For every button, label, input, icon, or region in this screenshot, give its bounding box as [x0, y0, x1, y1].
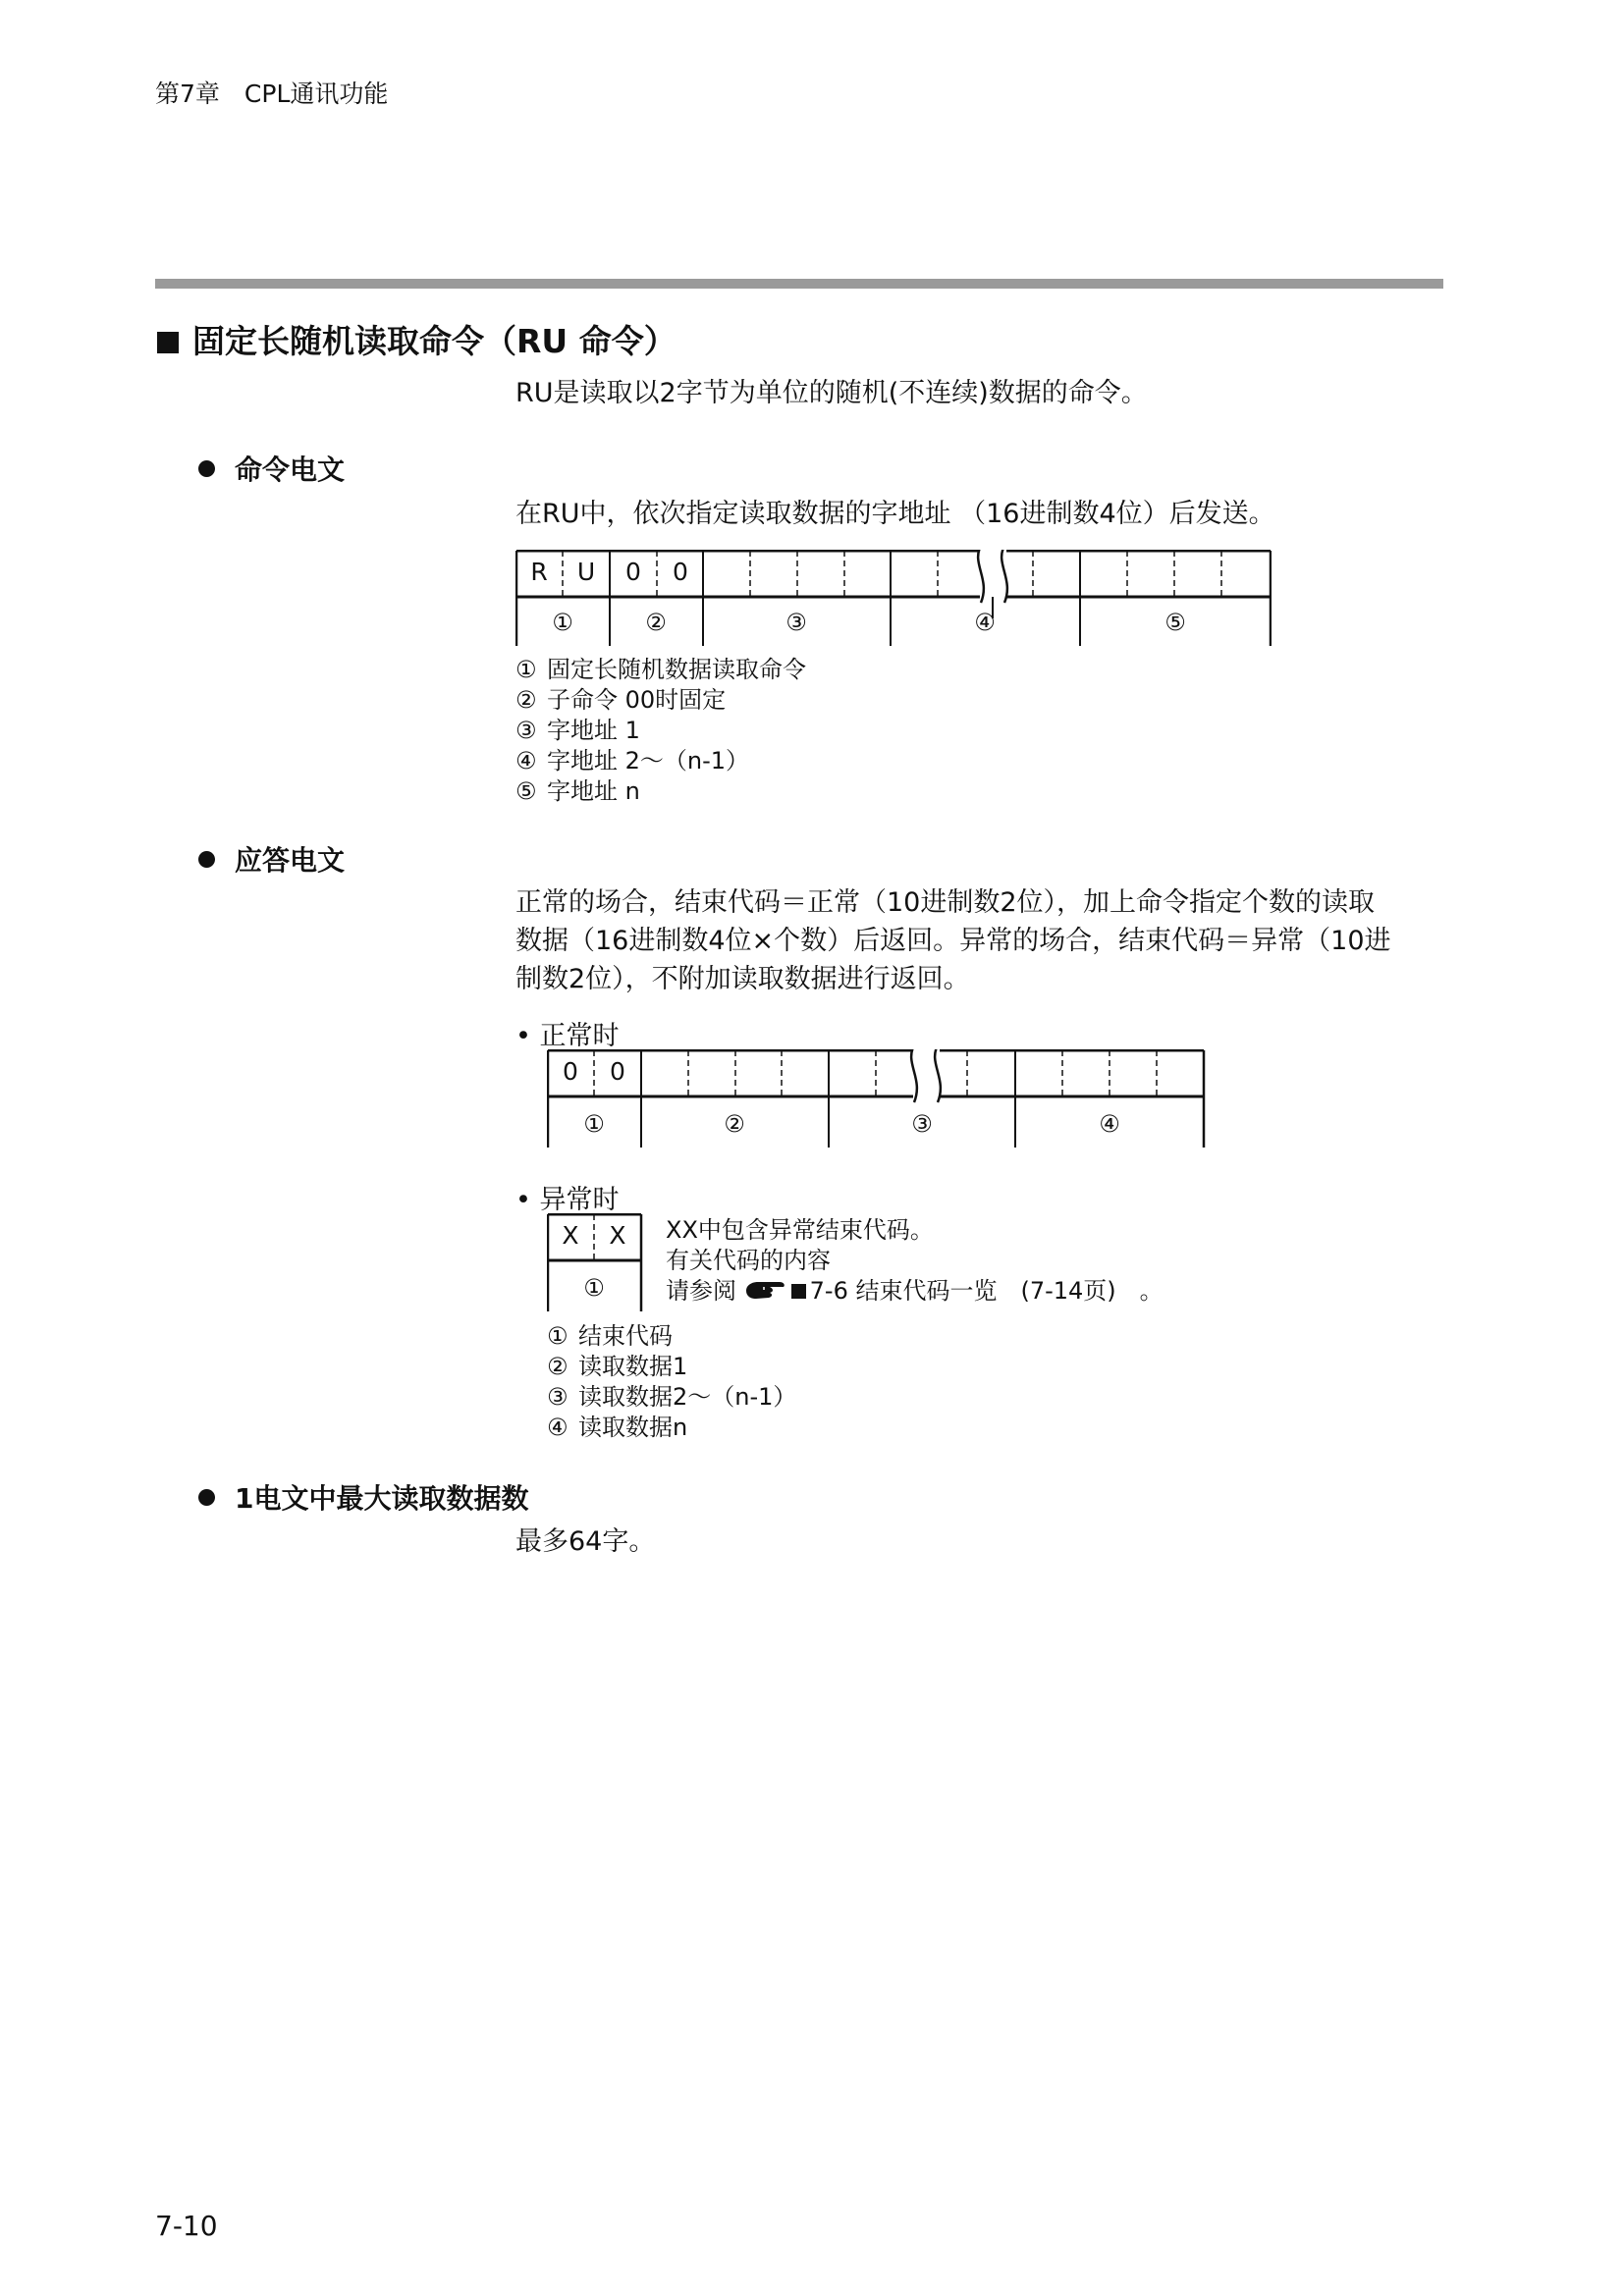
legend-text: 固定长随机数据读取命令 [547, 656, 806, 683]
abnormal-note [666, 1215, 1164, 1307]
legend-num: ② [515, 686, 537, 714]
response-legend-item [547, 1352, 796, 1382]
section-title [157, 316, 677, 362]
abnormal-field-num-1: ① [583, 1274, 605, 1302]
cmd-cell-3: 0 [625, 558, 641, 586]
legend-text: 结束代码 [578, 1322, 673, 1350]
response-legend-item [547, 1382, 796, 1413]
max-heading [198, 1477, 528, 1517]
cmd-cell-4: 0 [673, 558, 688, 586]
section-title-text: 固定长随机读取命令（RU 命令） [192, 322, 677, 360]
abnormal-frame-diagram [547, 1213, 645, 1313]
legend-text: 字地址 1 [547, 717, 640, 744]
abnormal-cell-1: X [562, 1221, 579, 1250]
legend-num: ⑤ [515, 777, 537, 805]
cmd-field-num-3: ③ [785, 609, 807, 636]
cmd-cell-2: U [576, 558, 596, 586]
legend-num: ① [515, 656, 537, 683]
normal-field-num-1: ① [583, 1110, 605, 1138]
normal-label-text: 正常时 [539, 1021, 620, 1051]
pointing-hand-icon [744, 1277, 789, 1303]
command-heading [198, 449, 345, 488]
cmd-field-num-5: ⑤ [1164, 609, 1186, 636]
cmd-field-num-2: ② [645, 609, 667, 636]
normal-label: • 正常时 [515, 1021, 620, 1051]
legend-text: 字地址 n [547, 777, 640, 805]
normal-cell-1: 0 [563, 1057, 578, 1086]
normal-field-num-3: ③ [911, 1110, 933, 1138]
legend-num: ① [547, 1322, 568, 1350]
normal-field-num-2: ② [724, 1110, 745, 1138]
normal-frame-diagram [547, 1049, 1215, 1149]
bullet-dot-icon [198, 1489, 215, 1506]
legend-text: 子命令 00时固定 [547, 686, 727, 714]
abnormal-cell-2: X [609, 1221, 626, 1250]
cmd-field-num-4: ④ [974, 609, 996, 636]
cmd-cell-1: R [530, 558, 548, 586]
square-bullet-icon [157, 332, 179, 353]
response-description-line: 数据（16进制数4位×个数）后返回。异常的场合，结束代码＝异常（10进 [515, 926, 1391, 956]
abnormal-note-line: 有关代码的内容 [666, 1247, 831, 1274]
abnormal-note-reference [666, 1276, 1164, 1307]
response-heading [198, 839, 345, 879]
abnormal-label-text: 异常时 [539, 1185, 620, 1215]
page-number: 7-10 [155, 2210, 218, 2242]
command-heading-text: 命令电文 [235, 454, 346, 486]
normal-field-num-4: ④ [1099, 1110, 1120, 1138]
chapter-header: 第7章 CPL通讯功能 [155, 80, 389, 108]
legend-num: ③ [515, 717, 537, 744]
response-heading-text: 应答电文 [235, 844, 346, 877]
command-legend [515, 655, 806, 807]
abnormal-note-line: XX中包含异常结束代码。 [666, 1216, 934, 1244]
abnormal-label: • 异常时 [515, 1185, 620, 1215]
max-heading-text: 1电文中最大读取数据数 [235, 1482, 529, 1515]
response-description-line: 制数2位），不附加读取数据进行返回。 [515, 964, 970, 994]
max-text: 最多64字。 [515, 1526, 656, 1557]
command-legend-item [515, 655, 806, 685]
response-legend [547, 1321, 796, 1443]
square-mark-icon [791, 1284, 806, 1299]
legend-text: 读取数据2～（n-1） [578, 1383, 797, 1411]
legend-text: 读取数据n [578, 1414, 688, 1441]
legend-num: ③ [547, 1383, 568, 1411]
command-frame-diagram [515, 550, 1272, 648]
section-divider [155, 279, 1443, 289]
section-intro: RU是读取以2字节为单位的随机(不连续)数据的命令。 [515, 378, 1148, 408]
legend-text: 读取数据1 [578, 1353, 688, 1380]
legend-num: ④ [547, 1414, 568, 1441]
response-legend-item [547, 1413, 796, 1443]
command-description: 在RU中，依次指定读取数据的字地址 （16进制数4位）后发送。 [515, 499, 1275, 529]
cmd-field-num-1: ① [552, 609, 573, 636]
bullet-dot-icon [198, 851, 215, 868]
legend-num: ② [547, 1353, 568, 1380]
legend-text: 字地址 2～（n-1） [547, 747, 750, 774]
normal-cell-2: 0 [610, 1057, 625, 1086]
reference-link-text[interactable]: 7-6 结束代码一览 (7-14页) 。 [809, 1277, 1164, 1305]
response-description [515, 883, 1391, 998]
reference-prefix: 请参阅 [666, 1277, 736, 1305]
command-legend-item [515, 776, 806, 807]
command-legend-item [515, 746, 806, 776]
command-legend-item [515, 716, 806, 746]
legend-num: ④ [515, 747, 537, 774]
command-legend-item [515, 685, 806, 716]
bullet-dot-icon [198, 460, 215, 477]
response-description-line: 正常的场合，结束代码＝正常（10进制数2位），加上命令指定个数的读取 [515, 887, 1376, 918]
response-legend-item [547, 1321, 796, 1352]
